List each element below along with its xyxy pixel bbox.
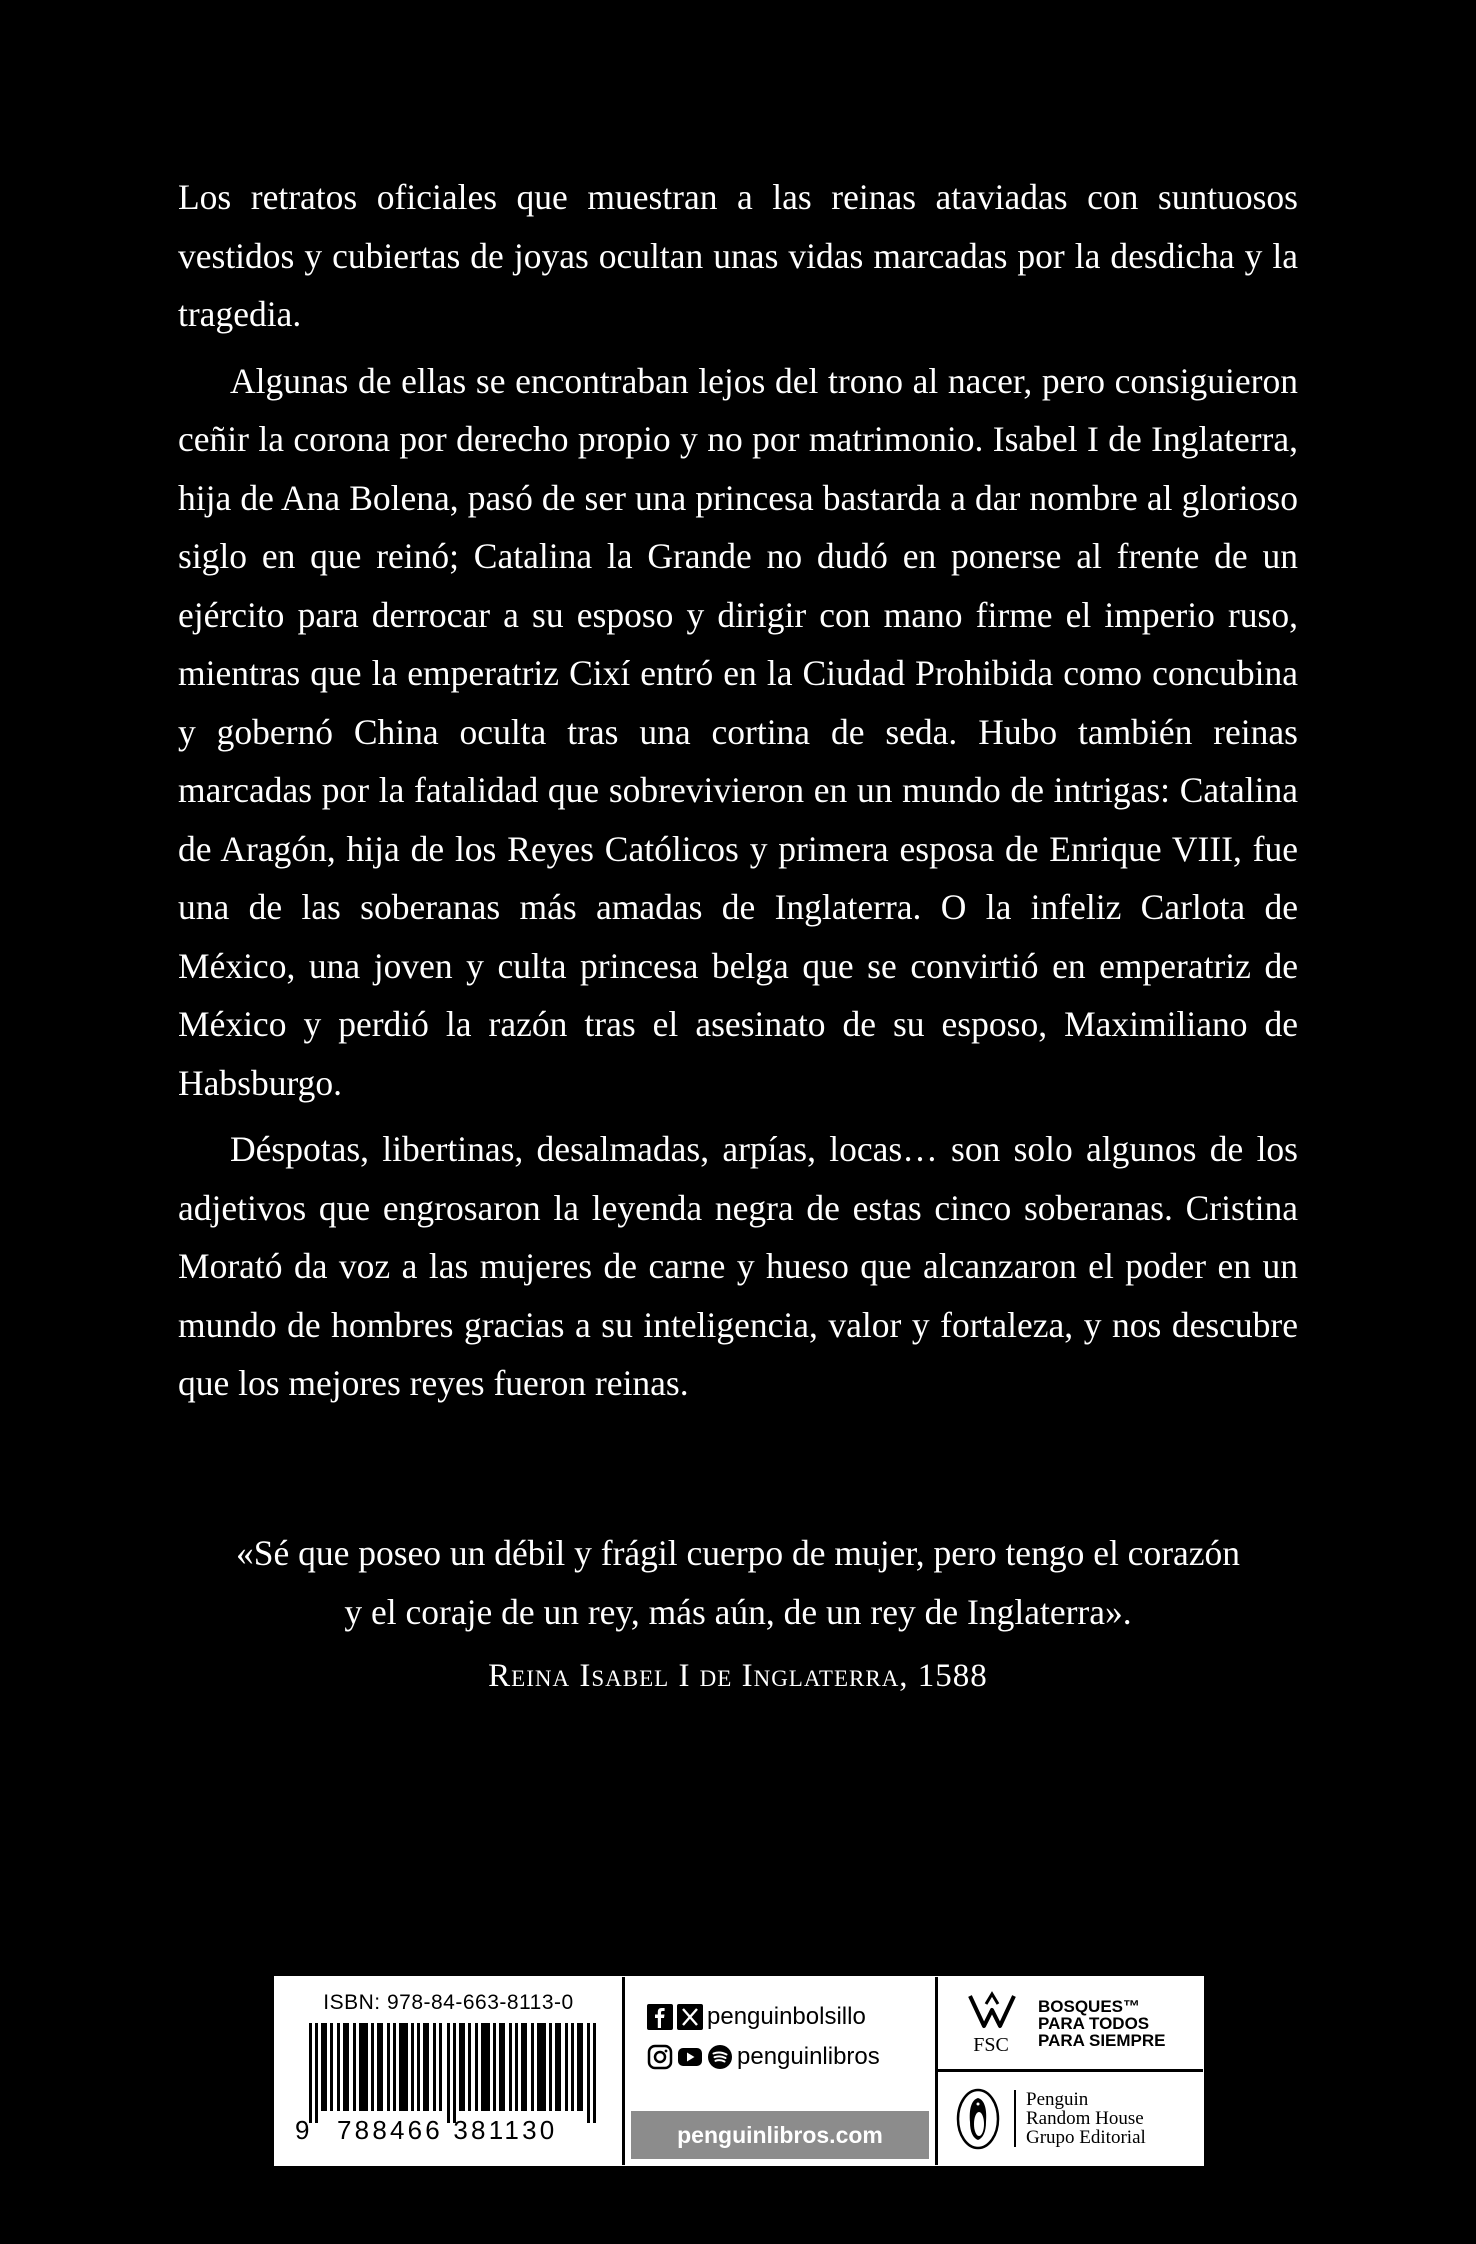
quote-attribution: Reina Isabel I de Inglaterra, 1588 <box>488 1658 988 1694</box>
fsc-slogan-line-1: BOSQUES™ <box>1038 1996 1141 2016</box>
x-icon[interactable] <box>677 2004 703 2030</box>
spotify-icon[interactable] <box>707 2044 733 2070</box>
fsc-slogan-line-2: PARA TODOS <box>1038 2013 1150 2033</box>
quote-line-2: y el coraje de un rey, más aún, de un rey de Inglaterra». <box>344 1591 1132 1632</box>
website-link[interactable]: penguinlibros.com <box>631 2111 929 2159</box>
fsc-logo <box>938 1977 1203 2072</box>
social-row-2 <box>647 2037 935 2077</box>
publisher-name-line-1: Penguin <box>1026 2089 1089 2110</box>
publisher-name-line-2: Random House <box>1026 2108 1144 2129</box>
info-panel <box>274 1976 1204 2166</box>
certification-block <box>938 1977 1203 2165</box>
blurb-paragraph-2: Algunas de ellas se encontraban lejos del trono al nacer, pero consiguieron ceñir la corona por derecho propio y no por matrimonio. Isabel I de Inglaterra, hija de Ana Bolena, pasó de ser una princesa bastarda a dar nombre al glorioso siglo en que reinó; Catalina la Grande no dudó en ponerse al frente de un ejército para derrocar a su esposo y dirigir con mano firme el imperio ruso, mientras que la emperatriz Cixí entró en la Ciudad Prohibida como concubina y gobernó China oculta tras una cortina de seda. Hubo también reinas marcadas por la fatalidad que sobrevivieron en un mundo de intrigas: Catalina de Aragón, hija de los Reyes Católicos y primera esposa de Enrique VIII, fue una de las soberanas más amadas de Inglaterra. O la infeliz Carlota de México, una joven y culta princesa belga que se convirtió en emperatriz de México y perdió la razón tras el asesinato de su esposo, Maximiliano de Habsburgo. <box>178 360 1298 1103</box>
barcode-icon <box>309 2023 599 2123</box>
social-row-1 <box>647 1997 935 2037</box>
social-block <box>625 1977 938 2165</box>
publisher-name <box>1014 2090 1146 2147</box>
publisher-logo <box>938 2072 1203 2165</box>
publisher-name-line-3: Grupo Editorial <box>1026 2127 1146 2148</box>
quote-line-1: «Sé que poseo un débil y frágil cuerpo de mujer, pero tengo el corazón <box>235 1533 1241 1573</box>
barcode-digit-groups: 788466 381130 <box>337 2115 558 2145</box>
facebook-icon[interactable] <box>647 2004 673 2030</box>
barcode-first-digit: 9 <box>295 2115 310 2145</box>
penguin-icon <box>956 2088 1000 2150</box>
blurb-paragraph-1: Los retratos oficiales que muestran a las reinas ataviadas con suntuosos vestidos y cubiertas de joyas ocultan unas vidas marcadas por la desdicha y la tragedia. <box>178 177 1298 334</box>
blurb-paragraph-3: Déspotas, libertinas, desalmadas, arpías, locas… son solo algunos de los adjetivos que engrosaron la leyenda negra de estas cinco soberanas. Cristina Morató da voz a las mujeres de carne y hueso que alcanzaron el poder en un mundo de hombres gracias a su inteligencia, valor y fortaleza, y nos descubre que los mejores reyes fueron reinas. <box>178 1129 1298 1403</box>
social-handle-2[interactable]: penguinlibros <box>737 2043 880 2070</box>
isbn-label: ISBN: 978-84-663-8113-0 <box>323 1991 574 2014</box>
instagram-icon[interactable] <box>647 2044 673 2070</box>
youtube-icon[interactable] <box>677 2044 703 2070</box>
back-cover-blurb <box>178 168 1298 1421</box>
fsc-tree-icon <box>962 1990 1020 2030</box>
fsc-label: FSC <box>973 2033 1009 2056</box>
barcode-block <box>275 1977 625 2165</box>
social-handle-1[interactable]: penguinbolsillo <box>707 2003 866 2030</box>
fsc-slogan-line-3: PARA SIEMPRE <box>1038 2030 1166 2050</box>
epigraph-quote <box>178 1524 1298 1641</box>
fsc-slogan <box>1038 1998 1166 2049</box>
